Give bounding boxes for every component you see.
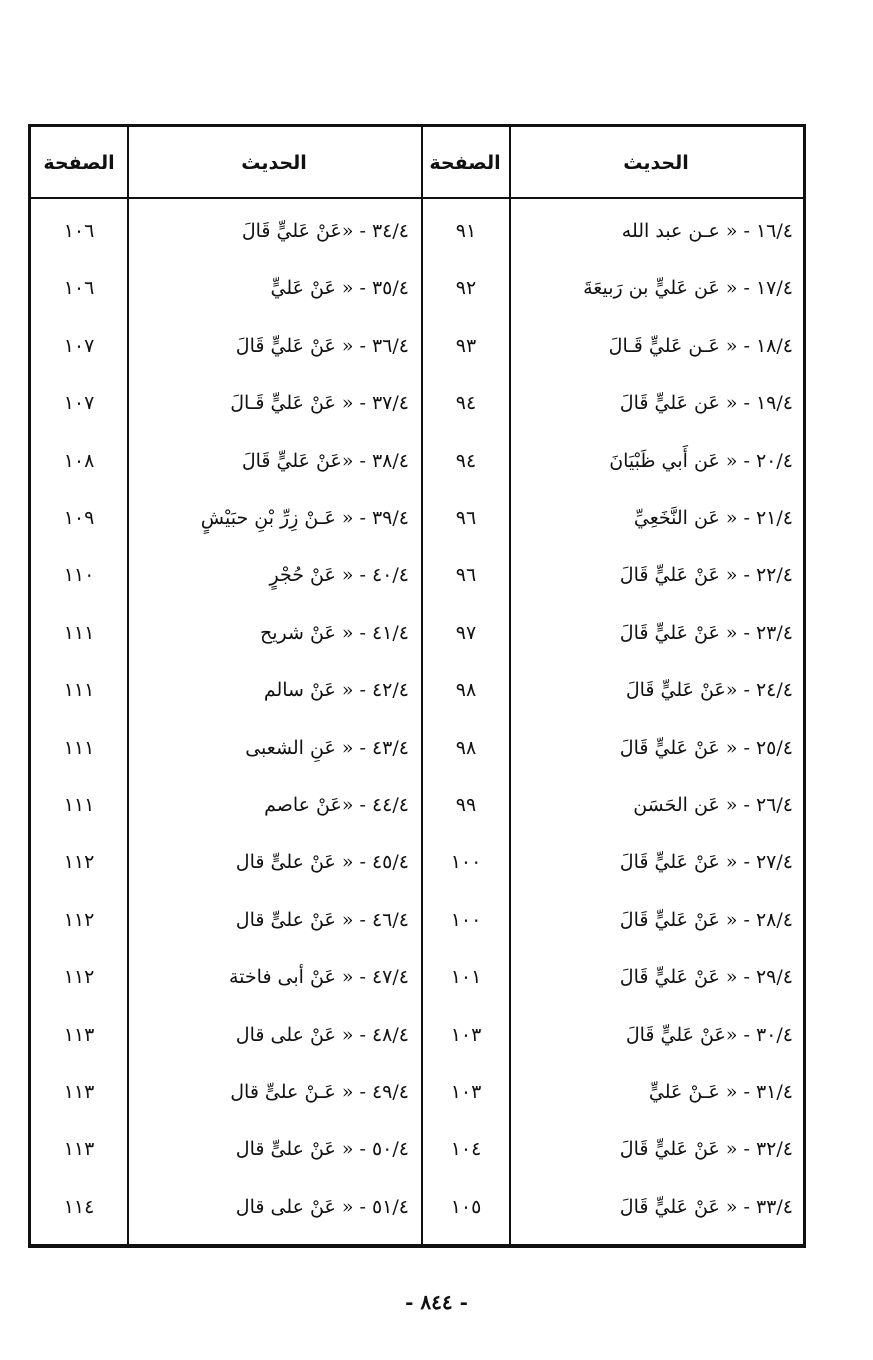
left-page-cell: ١١١ (63, 679, 95, 702)
page-number: - ٨٤٤ - (405, 1290, 468, 1314)
left-page-cell: ١١٢ (63, 908, 95, 931)
right-page-cell: ٩٤ (455, 392, 477, 415)
left-hadith-cell: ٤٠/٤ - « عَنْ حُجْرٍ (269, 564, 409, 587)
right-hadith-cell: ٣١/٤ - « عَـنْ عَليٍّ (648, 1081, 793, 1103)
right-page-cell: ٩٦ (455, 564, 477, 587)
left-page-cell: ١١٤ (63, 1195, 95, 1218)
left-hadith-cell: ٤٩/٤ - « عَـنْ علىٍّ قال (230, 1081, 409, 1103)
right-page-cell: ٩٨ (455, 736, 477, 759)
left-page-cell: ١٠٦ (63, 220, 95, 242)
right-page-cell: ١٠٣ (450, 1081, 482, 1103)
left-hadith-cell: ٣٥/٤ - « عَنْ عَليٍّ (270, 277, 409, 300)
table-row (31, 1015, 803, 1055)
table-row (31, 555, 803, 595)
left-page-cell: ١١١ (63, 621, 95, 644)
table-row (31, 785, 803, 825)
right-page-cell: ١٠١ (450, 966, 482, 989)
index-table (28, 124, 806, 1248)
table-row (31, 728, 803, 768)
left-page-cell: ١١٣ (63, 1023, 95, 1046)
left-hadith-cell: ٣٤/٤ - «عَنْ عَليٍّ قَالَ (241, 220, 409, 242)
table-row (31, 1187, 803, 1227)
right-hadith-cell: ١٨/٤ - « عَـن عَليٍّ قَـالَ (608, 334, 793, 357)
left-hadith-cell: ٤٥/٤ - « عَنْ علىٍّ قال (235, 851, 409, 874)
header-right-hadith: الحديث (623, 152, 689, 174)
table-row (31, 1129, 803, 1169)
left-page-cell: ١١١ (63, 736, 95, 759)
right-page-cell: ٩٤ (455, 449, 477, 472)
left-page-cell: ١٠٨ (63, 449, 95, 472)
left-page-cell: ١٠٧ (63, 334, 95, 357)
right-page-cell: ١٠٣ (450, 1023, 482, 1046)
left-page-cell: ١٠٧ (63, 392, 95, 415)
left-hadith-cell: ٥٠/٤ - « عَنْ علىٍّ قال (235, 1138, 409, 1161)
left-hadith-cell: ٤٦/٤ - « عَنْ علىٍّ قال (235, 908, 409, 931)
header-left-hadith: الحديث (241, 152, 307, 174)
right-hadith-cell: ٢٦/٤ - « عَن الحَسَن (633, 794, 793, 816)
right-hadith-cell: ٢٥/٤ - « عَنْ عَليٍّ قَالَ (619, 736, 793, 759)
right-page-cell: ٩٣ (455, 334, 477, 357)
left-hadith-cell: ٣٦/٤ - « عَنْ عَليٍّ قَالَ (235, 334, 409, 357)
left-page-cell: ١١١ (63, 794, 95, 816)
header-right-page: الصفحة (429, 152, 501, 174)
table-row (31, 1072, 803, 1112)
right-hadith-cell: ١٧/٤ - « عَن عَليٍّ بن رَبيعَةَ (583, 277, 793, 300)
right-hadith-cell: ٢١/٤ - « عَن النَّخَعِيِّ (633, 507, 793, 529)
right-hadith-cell: ٢٨/٤ - « عَنْ عَليٍّ قَالَ (619, 908, 793, 931)
right-hadith-cell: ٢٢/٤ - « عَنْ عَليٍّ قَالَ (619, 564, 793, 587)
right-page-cell: ١٠٠ (450, 851, 482, 874)
table-row (31, 670, 803, 710)
header-left-page: الصفحة (43, 152, 115, 174)
right-page-cell: ٩١ (455, 220, 477, 242)
left-page-cell: ١١٢ (63, 851, 95, 874)
left-hadith-cell: ٤٤/٤ - «عَنْ عاصم (264, 794, 409, 816)
table-row (31, 326, 803, 366)
table-row (31, 441, 803, 481)
right-page-cell: ٩٢ (455, 277, 477, 300)
left-hadith-cell: ٤٧/٤ - « عَنْ أبى فاختة (228, 966, 409, 989)
right-hadith-cell: ٣٠/٤ - «عَنْ عَليٍّ قَالَ (625, 1023, 793, 1046)
left-page-cell: ١١٣ (63, 1081, 95, 1103)
right-hadith-cell: ٢٠/٤ - « عَن أَبي ظَبْيَانَ (609, 449, 793, 472)
header-divider (31, 197, 803, 199)
right-page-cell: ١٠٠ (450, 908, 482, 931)
left-page-cell: ١٠٩ (63, 507, 95, 529)
right-hadith-cell: ٣٢/٤ - « عَنْ عَليٍّ قَالَ (619, 1138, 793, 1161)
left-page-cell: ١١٢ (63, 966, 95, 989)
left-hadith-cell: ٤٨/٤ - « عَنْ على قال (235, 1023, 409, 1046)
right-page-cell: ١٠٤ (450, 1138, 482, 1161)
left-hadith-cell: ٣٨/٤ - «عَنْ عَليٍّ قَالَ (241, 449, 409, 472)
table-row (31, 957, 803, 997)
left-page-cell: ١١٣ (63, 1138, 95, 1161)
right-page-cell: ٩٩ (455, 794, 477, 816)
right-hadith-cell: ٢٣/٤ - « عَنْ عَليٍّ قَالَ (619, 621, 793, 644)
right-hadith-cell: ٢٧/٤ - « عَنْ عَليٍّ قَالَ (619, 851, 793, 874)
right-hadith-cell: ٣٣/٤ - « عَنْ عَليٍّ قَالَ (619, 1195, 793, 1218)
table-row (31, 268, 803, 308)
right-hadith-cell: ١٦/٤ - « عـن عبد الله (621, 220, 793, 242)
right-hadith-cell: ٢٩/٤ - « عَنْ عَليٍّ قَالَ (619, 966, 793, 989)
right-page-cell: ١٠٥ (450, 1195, 482, 1218)
left-hadith-cell: ٥١/٤ - « عَنْ على قال (235, 1195, 409, 1218)
left-hadith-cell: ٣٩/٤ - « عَـنْ زِرِّ بْنِ حبَيْشٍ (200, 507, 409, 529)
right-hadith-cell: ١٩/٤ - « عَن عَليٍّ قَالَ (619, 392, 793, 415)
table-row (31, 900, 803, 940)
right-hadith-cell: ٢٤/٤ - «عَنْ عَليٍّ قَالَ (625, 679, 793, 702)
left-hadith-cell: ٤٣/٤ - « عَنِ الشعبى (245, 736, 409, 759)
table-row (31, 498, 803, 538)
left-page-cell: ١٠٦ (63, 277, 95, 300)
left-page-cell: ١١٠ (63, 564, 95, 587)
table-row (31, 383, 803, 423)
table-row (31, 211, 803, 251)
left-hadith-cell: ٣٧/٤ - « عَنْ عَليٍّ قَـالَ (230, 392, 409, 415)
table-row (31, 613, 803, 653)
table-row (31, 842, 803, 882)
right-page-cell: ٩٦ (455, 507, 477, 529)
left-hadith-cell: ٤١/٤ - « عَنْ شريح (260, 621, 409, 644)
left-hadith-cell: ٤٢/٤ - « عَنْ سالم (263, 679, 409, 702)
right-page-cell: ٩٧ (455, 621, 477, 644)
right-page-cell: ٩٨ (455, 679, 477, 702)
